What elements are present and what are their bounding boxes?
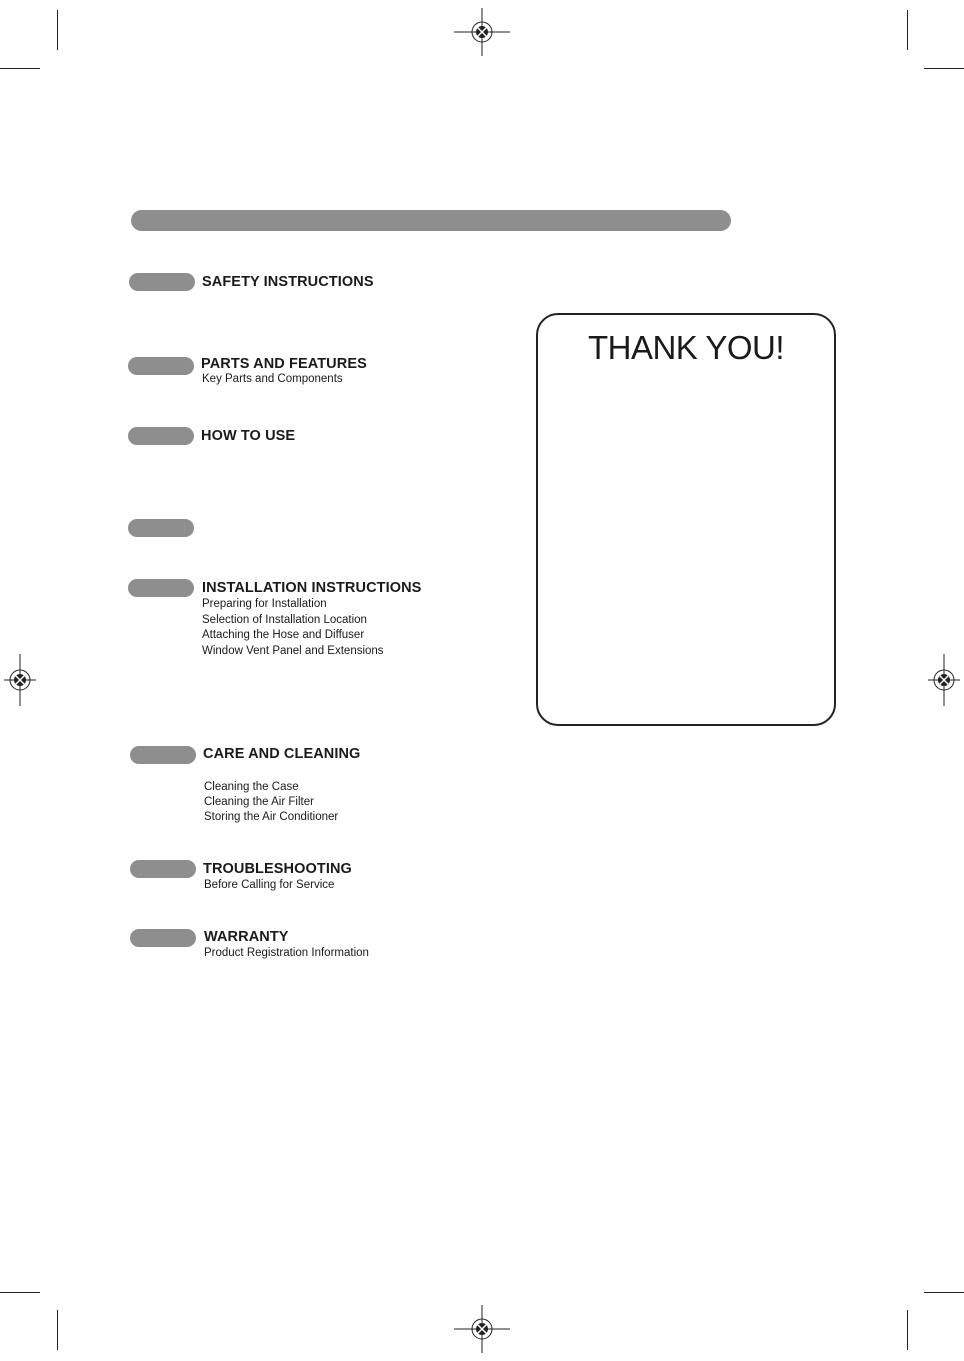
list-item: Window Vent Panel and Extensions bbox=[202, 644, 384, 657]
section-pill bbox=[128, 579, 194, 597]
list-item: Product Registration Information bbox=[204, 947, 369, 959]
section-pill bbox=[130, 746, 196, 764]
list-item: Cleaning the Case bbox=[204, 781, 299, 793]
section-title-installation: INSTALLATION INSTRUCTIONS bbox=[202, 580, 422, 596]
crop-mark bbox=[0, 1292, 40, 1293]
section-title-how-to-use: HOW TO USE bbox=[201, 428, 296, 444]
crop-mark bbox=[924, 1292, 964, 1293]
thank-you-box bbox=[536, 313, 836, 726]
list-item: Attaching the Hose and Diffuser bbox=[202, 629, 365, 642]
list-item: Cleaning the Air Filter bbox=[204, 796, 314, 808]
section-pill bbox=[128, 519, 194, 537]
section-pill bbox=[129, 273, 195, 291]
thank-you-title: THANK YOU! bbox=[587, 329, 785, 366]
section-items-warranty bbox=[204, 946, 369, 962]
list-item: Storing the Air Conditioner bbox=[204, 811, 339, 823]
crop-mark bbox=[907, 1310, 908, 1350]
section-items-parts bbox=[202, 372, 343, 388]
crop-mark bbox=[907, 10, 908, 50]
list-item: Preparing for Installation bbox=[202, 598, 327, 610]
section-title-parts: PARTS AND FEATURES bbox=[201, 356, 367, 372]
crop-mark bbox=[924, 68, 964, 69]
section-pill bbox=[128, 357, 194, 375]
section-items-care bbox=[204, 780, 338, 825]
registration-mark-left bbox=[4, 652, 36, 708]
section-title-troubleshooting: TROUBLESHOOTING bbox=[203, 861, 352, 877]
registration-mark-bottom bbox=[452, 1303, 512, 1355]
section-title-safety: SAFETY INSTRUCTIONS bbox=[202, 274, 374, 290]
registration-mark-right bbox=[928, 652, 960, 708]
list-item: Before Calling for Service bbox=[204, 879, 335, 891]
section-pill bbox=[128, 427, 194, 445]
list-item: Selection of Installation Location bbox=[202, 613, 367, 626]
header-bar bbox=[131, 210, 731, 231]
section-title-care: CARE AND CLEANING bbox=[203, 746, 361, 762]
section-pill bbox=[130, 860, 196, 878]
list-item: Key Parts and Components bbox=[202, 373, 343, 385]
crop-mark bbox=[57, 10, 58, 50]
crop-mark bbox=[57, 1310, 58, 1350]
section-items-installation bbox=[202, 597, 384, 659]
section-title-warranty: WARRANTY bbox=[204, 929, 289, 945]
registration-mark-top bbox=[452, 6, 512, 58]
crop-mark bbox=[0, 68, 40, 69]
section-items-troubleshooting bbox=[204, 878, 334, 894]
section-pill bbox=[130, 929, 196, 947]
